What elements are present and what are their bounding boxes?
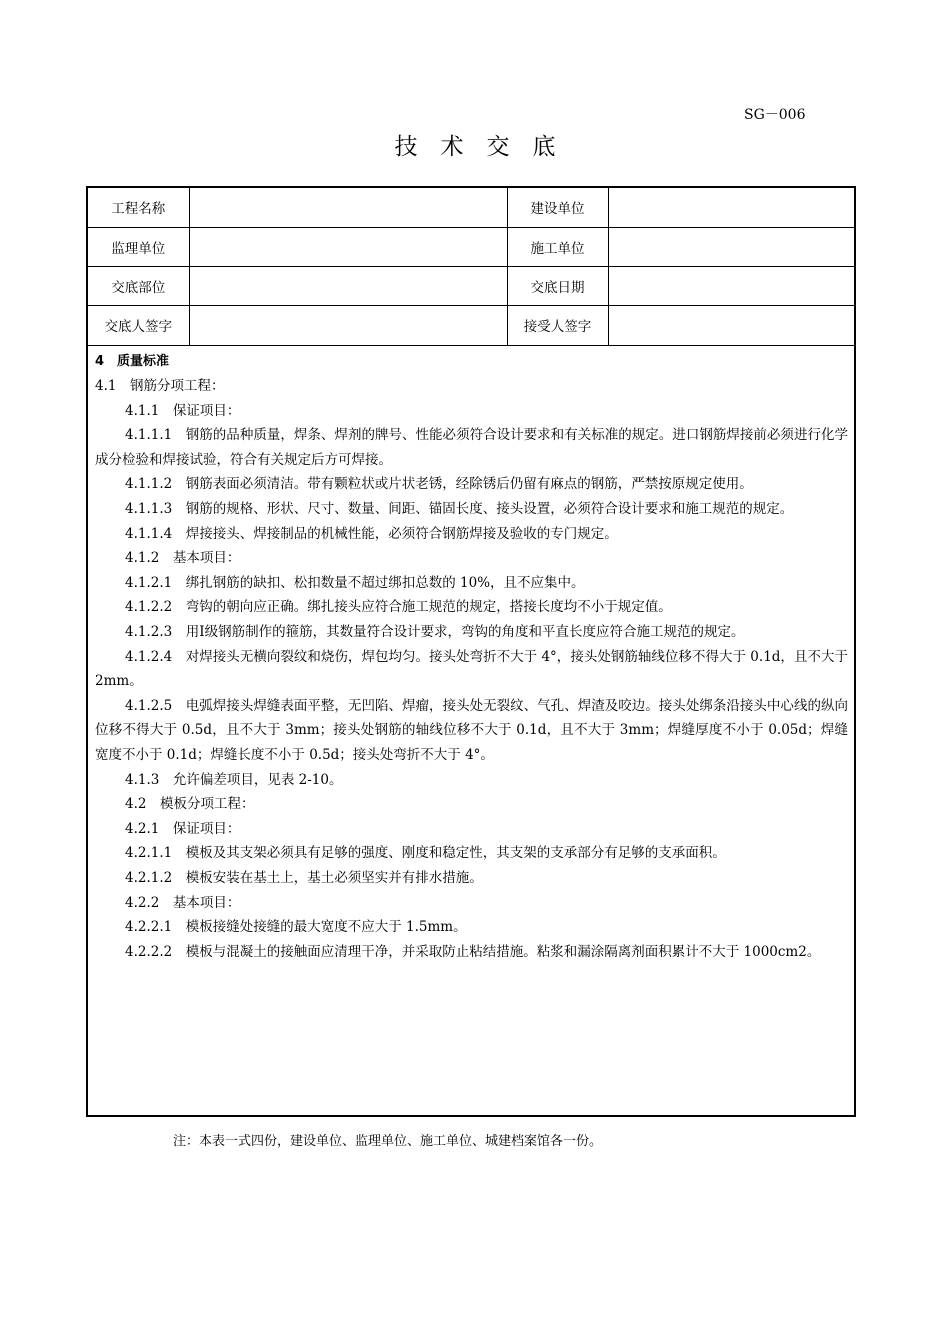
construction-unit-field[interactable]	[608, 188, 854, 227]
paragraph: 4.1.1.4 焊接接头、焊接制品的机械性能，必须符合钢筋焊接及验收的专门规定。	[125, 525, 618, 542]
section-heading: 4 质量标准	[95, 353, 170, 369]
paragraph: 4.1.2.2 弯钩的朝向应正确。绑扎接头应符合施工规范的规定，搭接长度均不小于规定值。	[125, 599, 672, 616]
header-label: 交底日期	[507, 266, 608, 305]
paragraph: 4.2.2.2 模板与混凝土的接触面应清理干净，并采取防止粘结措施。粘浆和漏涂隔离剂面积累计不大于 1000cm2。	[125, 943, 821, 960]
header-label: 交底部位	[88, 266, 189, 305]
paragraph: 4.1.2 基本项目：	[125, 550, 241, 567]
header-label: 接受人签字	[507, 305, 608, 345]
footnote: 注：本表一式四份，建设单位、监理单位、施工单位、城建档案馆各一份。	[173, 1134, 603, 1149]
project-name-field[interactable]	[189, 188, 507, 227]
briefing-content	[88, 346, 854, 965]
briefing-date-field[interactable]	[608, 266, 854, 305]
paragraph: 4.2.1.2 模板安装在基土上，基土必须坚实并有排水措施。	[125, 869, 483, 886]
briefer-signature-field[interactable]	[189, 305, 507, 345]
paragraph: 4.1.2.4 对焊接头无横向裂纹和烧伤，焊包均匀。接头处弯折不大于 4°，接头处钢筋轴线位移不得大于 0.1d，且不大于 2mm。	[95, 648, 848, 690]
paragraph: 4.2 模板分项工程：	[125, 796, 255, 813]
header-label: 施工单位	[507, 227, 608, 266]
contractor-unit-field[interactable]	[608, 227, 854, 266]
paragraph: 4.2.2 基本项目：	[125, 894, 241, 911]
header-label: 建设单位	[507, 188, 608, 227]
paragraph: 4.1.3 允许偏差项目，见表 2-10。	[125, 771, 343, 788]
header-row	[88, 266, 854, 305]
paragraph: 4.1.2.1 绑扎钢筋的缺扣、松扣数量不超过绑扣总数的 10%，且不应集中。	[125, 574, 585, 591]
header-row	[88, 227, 854, 266]
header-table	[88, 188, 854, 346]
technical-briefing-form	[86, 186, 856, 1117]
supervision-unit-field[interactable]	[189, 227, 507, 266]
paragraph: 4.1.2.5 电弧焊接头焊缝表面平整，无凹陷、焊瘤，接头处无裂纹、气孔、焊渣及咬边。接头处绑条沿接头中心线的纵向位移不得大于 0.5d，且不大于 3mm；接头处钢筋的轴线位移不大于 0.1d，且不大于 3mm；焊缝厚度不小于 0.05d；焊缝宽度不小于 0.1d；焊缝长度不小于 0.5d；接头处弯折不大于 4°。	[95, 697, 848, 763]
paragraph: 4.2.1 保证项目：	[125, 820, 241, 837]
paragraph: 4.2.1.1 模板及其支架必须具有足够的强度、刚度和稳定性，其支架的支承部分有足够的支承面积。	[125, 845, 726, 862]
header-label: 监理单位	[88, 227, 189, 266]
header-label: 工程名称	[88, 188, 189, 227]
briefing-location-field[interactable]	[189, 266, 507, 305]
paragraph: 4.1.1.3 钢筋的规格、形状、尺寸、数量、间距、锚固长度、接头设置，必须符合设计要求和施工规范的规定。	[125, 501, 794, 518]
paragraph: 4.1.1.1 钢筋的品种质量，焊条、焊剂的牌号、性能必须符合设计要求和有关标准的规定。进口钢筋焊接前必须进行化学成分检验和焊接试验，符合有关规定后方可焊接。	[95, 427, 848, 468]
paragraph: 4.2.2.1 模板接缝处接缝的最大宽度不应大于 1.5mm。	[125, 919, 467, 936]
header-label: 交底人签字	[88, 305, 189, 345]
form-code: SG－006	[744, 107, 806, 123]
paragraph: 4.1.2.3 用Ⅰ级钢筋制作的箍筋，其数量符合设计要求，弯钩的角度和平直长度应符合施工规范的规定。	[125, 624, 745, 641]
paragraph: 4.1 钢筋分项工程：	[95, 378, 225, 395]
receiver-signature-field[interactable]	[608, 305, 854, 345]
page-title: 技术交底	[394, 134, 579, 160]
paragraph: 4.1.1 保证项目：	[125, 402, 241, 419]
paragraph: 4.1.1.2 钢筋表面必须清洁。带有颗粒状或片状老锈，经除锈后仍留有麻点的钢筋，严禁按原规定使用。	[125, 476, 753, 493]
header-row	[88, 188, 854, 227]
header-row	[88, 305, 854, 345]
